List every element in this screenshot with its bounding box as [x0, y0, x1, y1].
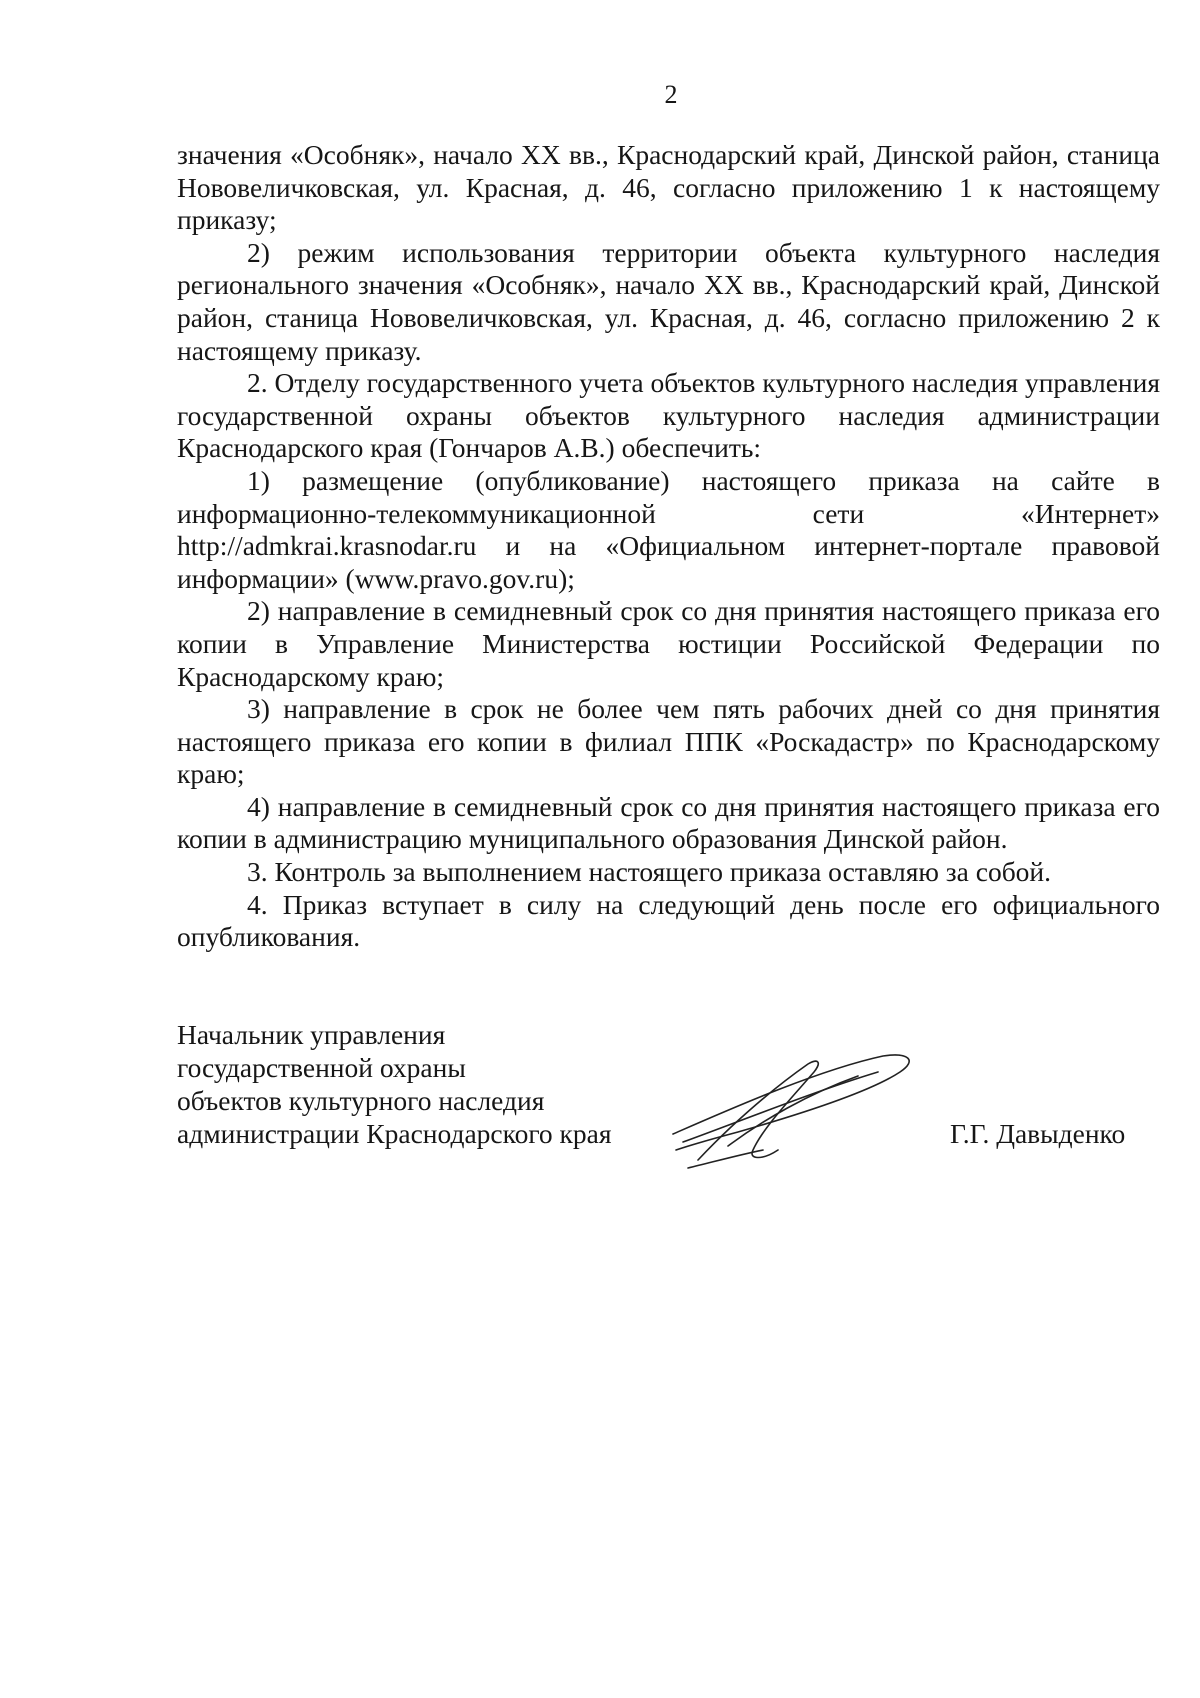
- signatory-title-line: Начальник управления: [177, 1019, 446, 1050]
- signatory-title-line: государственной охраны: [177, 1052, 466, 1083]
- paragraph-clause-4: 4. Приказ вступает в силу на следующий день после его официального опубликования.: [177, 888, 1160, 953]
- signatory-title-line: администрации Краснодарского края: [177, 1118, 612, 1149]
- signatory-name: Г.Г. Давыденко: [950, 1118, 1126, 1149]
- page-number: 2: [664, 80, 678, 109]
- paragraph-clause-2-item-3: 3) направление в срок не более чем пять рабочих дней со дня принятия настоящего приказа его копии в филиал ППК «Роскадастр» по Краснодарскому краю;: [177, 693, 1160, 790]
- paragraph-clause-2-item-1: 1) размещение (опубликование) настоящего приказа на сайте в информационно-телекоммуникационной сети «Интернет» http://admkrai.krasnodar.ru и на «Официальном интернет-портале правовой информации» (www.pravo.gov.ru);: [177, 464, 1160, 594]
- paragraph-item-1-2: 2) режим использования территории объекта культурного наследия регионального значения «Особняк», начало XX вв., Краснодарский край, Динской район, станица Нововеличковская, ул. Красная, д. 46, согласно приложению 2 к настоящему приказу.: [177, 236, 1160, 366]
- paragraph-continuation: значения «Особняк», начало XX вв., Краснодарский край, Динской район, станица Нововеличковская, ул. Красная, д. 46, согласно приложению 1 к настоящему приказу;: [177, 139, 1160, 236]
- paragraph-clause-2-item-2: 2) направление в семидневный срок со дня принятия настоящего приказа его копии в Управление Министерства юстиции Российской Федерации по Краснодарскому краю;: [177, 595, 1160, 692]
- signatory-title-line: объектов культурного наследия: [177, 1085, 545, 1116]
- handwritten-signature: [668, 1050, 928, 1170]
- document-body: [177, 139, 1160, 954]
- paragraph-clause-2: 2. Отделу государственного учета объектов культурного наследия управления государственной охраны объектов культурного наследия администрации Краснодарского края (Гончаров А.В.) обеспечить:: [177, 367, 1160, 464]
- paragraph-clause-3: 3. Контроль за выполнением настоящего приказа оставляю за собой.: [247, 856, 1052, 888]
- paragraph-clause-2-item-4: 4) направление в семидневный срок со дня принятия настоящего приказа его копии в администрацию муниципального образования Динской район.: [177, 790, 1160, 855]
- signatory-title: [177, 1018, 612, 1150]
